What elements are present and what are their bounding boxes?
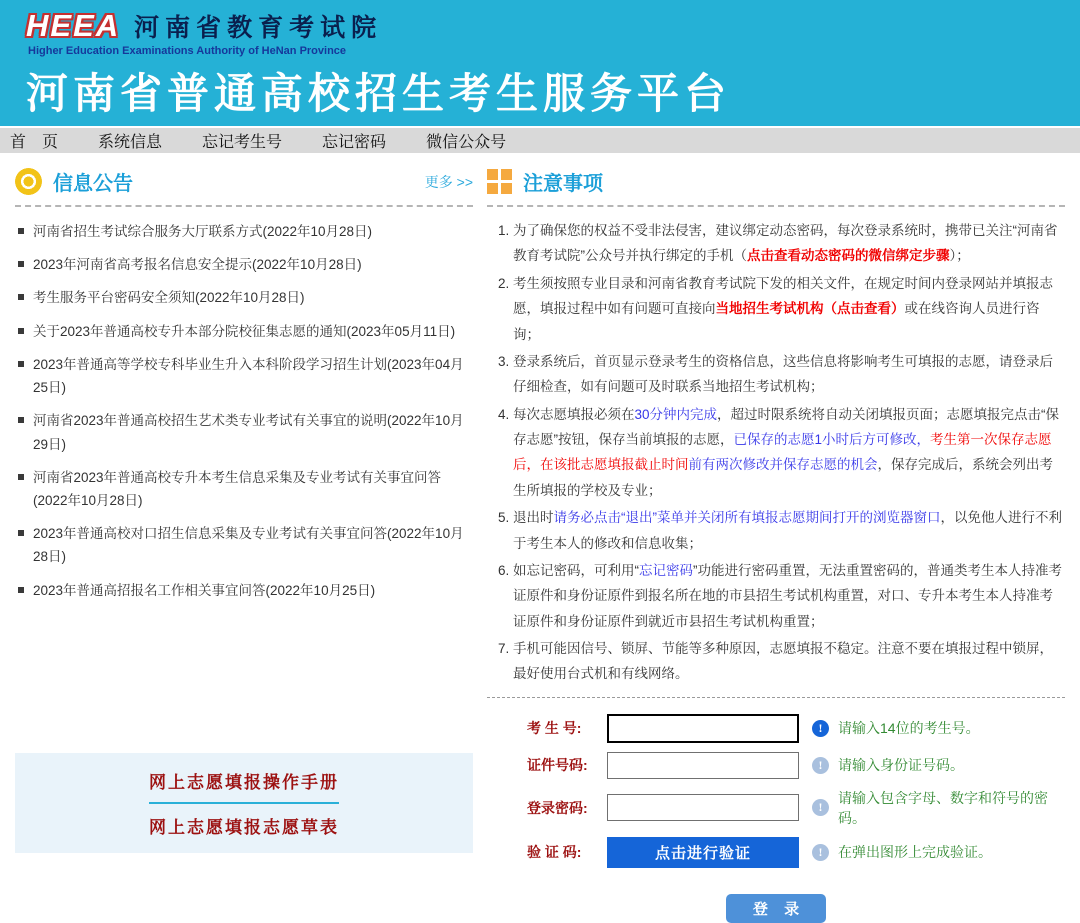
announcement-item[interactable]: 2023年河南省高考报名信息安全提示(2022年10月28日)	[15, 253, 473, 276]
main-nav	[0, 126, 1080, 153]
org-name-english: Higher Education Examinations Authority of HeNan Province	[28, 45, 347, 57]
announcement-item[interactable]: 2023年普通高校对口招生信息采集及专业考试有关事宜问答(2022年10月28日)	[15, 522, 473, 568]
notice-text: ）；	[949, 248, 970, 264]
password-label: 登录密码:	[527, 799, 588, 816]
notice-text: 退出时	[513, 510, 554, 526]
announcement-item[interactable]: 2023年普通高等学校专科毕业生升入本科阶段学习招生计划(2023年04月25日)	[15, 353, 473, 399]
info-icon: !	[812, 844, 829, 861]
site-header	[0, 0, 1080, 126]
id-number-input[interactable]	[607, 752, 799, 779]
announcement-item[interactable]: 河南省招生考试综合服务大厅联系方式(2022年10月28日)	[15, 220, 473, 243]
notice-text: 或在线咨询人员进行咨询；	[513, 301, 1040, 342]
announcements-circle-icon	[15, 168, 42, 195]
draft-form-link[interactable]: 网上志愿填报志愿草表	[149, 818, 339, 837]
notice-text: ，保存完成后，系统会列出考生所填报的学校及专业；	[513, 457, 1053, 498]
announcements-column	[15, 167, 473, 853]
notice-item	[513, 271, 1065, 347]
nav-item[interactable]: 忘记考生号	[202, 134, 283, 151]
nav-item[interactable]: 系统信息	[98, 134, 163, 151]
captcha-hint: 在弹出图形上完成验证。	[838, 844, 992, 861]
notice-item	[513, 402, 1065, 504]
manual-links-box	[15, 753, 473, 853]
notices-list	[492, 218, 1065, 689]
notices-title: 注意事项	[523, 173, 603, 195]
notice-item	[513, 218, 1065, 269]
notice-text: ”功能进行密码重置，无法重置密码的，普通类考生本人持准考证原件和身份证原件到报名所在地的市县招生考试机构重置，对口、专升本考生本人持准考证原件和身份证原件到就近市县招生考试机构重置；	[513, 562, 1062, 629]
notice-text: 30分钟内完成	[634, 406, 718, 422]
login-button[interactable]: 登 录	[726, 894, 826, 923]
id-number-row	[487, 752, 1065, 779]
form-divider	[487, 697, 1065, 698]
password-input[interactable]	[607, 794, 799, 821]
nav-item[interactable]: 首 页	[10, 134, 59, 151]
id-number-hint: 请输入身份证号码。	[838, 757, 964, 774]
announcement-item[interactable]: 考生服务平台密码安全须知(2022年10月28日)	[15, 286, 473, 309]
notice-text: 已保存的志愿1小时后方可修改，	[733, 432, 931, 447]
nav-item[interactable]: 忘记密码	[322, 134, 387, 151]
heea-logo-icon: HEEA	[26, 8, 121, 43]
notices-header	[487, 167, 1065, 207]
manual-link[interactable]: 网上志愿填报操作手册	[149, 768, 339, 804]
candidate-number-label: 考 生 号:	[527, 720, 582, 737]
captcha-verify-button[interactable]: 点击进行验证	[607, 837, 799, 868]
notice-text: 考生第一次保存志愿后，在该批志愿填报截止时间	[513, 432, 1052, 473]
notice-text: ，以免他人进行不利于考生本人的修改和信息收集；	[513, 510, 1062, 551]
info-icon: !	[812, 757, 829, 774]
id-number-label: 证件号码:	[527, 757, 588, 774]
announcement-item[interactable]: 河南省2023年普通高校专升本考生信息采集及专业考试有关事宜问答(2022年10月28日)	[15, 466, 473, 512]
candidate-number-input[interactable]	[607, 714, 799, 743]
password-row	[487, 788, 1065, 828]
password-hint: 请输入包含字母、数字和符号的密码。	[838, 789, 1048, 826]
notice-red-link[interactable]: 当地招生考试机构（点击查看）	[715, 301, 905, 317]
notices-grid-icon	[487, 169, 512, 194]
site-title: 河南省普通高校招生考生服务平台	[26, 70, 732, 117]
notice-text: 忘记密码	[639, 562, 693, 578]
notice-text: 为了确保您的权益不受非法侵害，建议绑定动态密码，每次登录系统时，携带已关注“河南省教育考试院”公众号并执行绑定的手机（	[513, 223, 1058, 264]
notice-item	[513, 505, 1065, 556]
org-name: 河南省教育考试院	[134, 14, 383, 42]
notice-red-link[interactable]: 点击查看动态密码的微信绑定步骤	[747, 248, 950, 264]
announcements-title: 信息公告	[53, 173, 133, 195]
announcement-item[interactable]: 2023年普通高招报名工作相关事宜问答(2022年10月25日)	[15, 579, 473, 602]
notice-text: 手机可能因信号、锁屏、节能等多种原因，志愿填报不稳定。注意不要在填报过程中锁屏，最好使用台式机和有线网络。	[513, 641, 1053, 682]
candidate-number-row	[487, 714, 1065, 743]
nav-item[interactable]: 微信公众号	[426, 134, 507, 151]
main-content	[0, 153, 1080, 918]
announcement-item[interactable]: 河南省2023年普通高校招生艺术类专业考试有关事宜的说明(2022年10月29日)	[15, 409, 473, 455]
captcha-row	[487, 837, 1065, 868]
notice-text: 请务必点击“退出”菜单并关闭所有填报志愿期间打开的浏览器窗口	[553, 510, 941, 526]
notice-text: 登录系统后，首页显示登录考生的资格信息，这些信息将影响考生可填报的志愿，请登录后仔细检查，如有问题可及时联系当地招生考试机构；	[513, 353, 1053, 395]
notice-text: 前有两次修改并保存志愿的机会	[688, 457, 878, 473]
announcements-list	[15, 220, 473, 612]
notice-item	[513, 349, 1065, 400]
login-form	[487, 714, 1065, 923]
candidate-number-hint: 请输入14位的考生号。	[838, 720, 980, 737]
info-icon: !	[812, 799, 829, 816]
notice-item	[513, 558, 1065, 634]
notice-item	[513, 636, 1065, 687]
more-link[interactable]: 更多 >>	[424, 173, 473, 190]
notice-text: 如忘记密码，可利用“	[513, 562, 639, 578]
notices-column	[487, 167, 1065, 918]
announcement-item[interactable]: 关于2023年普通高校专升本部分院校征集志愿的通知(2023年05月11日)	[15, 320, 473, 343]
notice-text: ，超过时限系统将自动关闭填报页面；志愿填报完点击“保存志愿”按钮，保存当前填报的志愿，	[513, 406, 1060, 447]
captcha-label: 验 证 码:	[527, 844, 582, 861]
info-icon: !	[812, 720, 829, 737]
announcements-header	[15, 167, 473, 207]
notice-text: 考生须按照专业目录和河南省教育考试院下发的相关文件，在规定时间内登录网站并填报志愿，填报过程中如有问题可直接向	[513, 275, 1053, 317]
notice-text: 每次志愿填报必须在	[513, 406, 635, 422]
